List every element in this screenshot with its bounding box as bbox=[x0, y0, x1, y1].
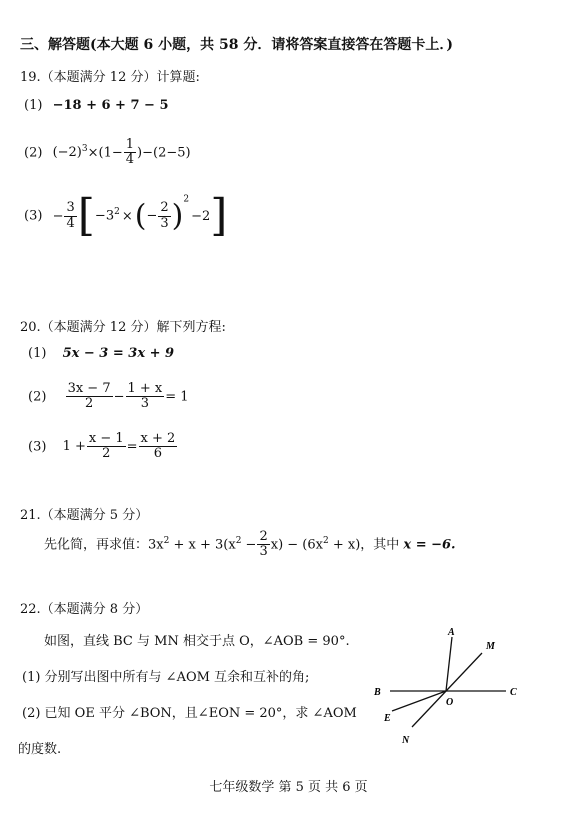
q19-p3-inner-a: −3 bbox=[94, 208, 115, 224]
q20-part3 bbox=[28, 432, 178, 462]
q20-p3-numerator2: x + 2 bbox=[140, 431, 176, 446]
q21-numerator: 2 bbox=[259, 529, 268, 544]
q19-p3-numerator: 3 bbox=[66, 200, 75, 216]
q19-p3-tail: −2 bbox=[191, 208, 211, 224]
q19-header: 19.（本题满分 12 分）计算题: bbox=[20, 70, 200, 85]
q19-p3-fraction bbox=[64, 201, 76, 231]
line-mn bbox=[412, 653, 482, 727]
q20-p3-fraction2 bbox=[139, 432, 178, 462]
q20-p2-equals: = 1 bbox=[165, 389, 189, 405]
q19-p3-numerator2: 2 bbox=[160, 200, 169, 216]
page-footer: 七年级数学 第 5 页 共 6 页 bbox=[209, 780, 368, 795]
q20-p2-minus: − bbox=[113, 389, 125, 405]
q19-p2-numerator: 1 bbox=[125, 137, 135, 152]
q20-p3-numerator1: x − 1 bbox=[88, 431, 124, 446]
label-e: E bbox=[384, 713, 391, 724]
q21-exp3: 2 bbox=[322, 535, 329, 546]
q19-p3-fraction2 bbox=[158, 201, 170, 231]
q21-denominator: 3 bbox=[259, 544, 268, 560]
q21-expr-b: + x + 3(x bbox=[169, 537, 236, 553]
q20-p3-equals: = bbox=[126, 439, 138, 455]
q19-p1-expression: −18 + 6 + 7 − 5 bbox=[52, 98, 169, 113]
q19-part1 bbox=[24, 98, 169, 113]
q20-p2-numerator1: 3x − 7 bbox=[67, 381, 111, 396]
q19-p3-neg: − bbox=[52, 208, 64, 224]
angle-diagram bbox=[370, 625, 530, 750]
q22-line3: (2) 已知 OE 平分 ∠BON，且∠EON = 20°，求 ∠AOM bbox=[22, 706, 357, 721]
q19-p2-denominator: 4 bbox=[125, 152, 135, 168]
q19-p2-term-a: (−2) bbox=[52, 145, 82, 161]
q20-p3-denominator1: 2 bbox=[102, 446, 111, 462]
q19-p2-label: (2) bbox=[24, 145, 43, 161]
label-o: O bbox=[446, 697, 454, 708]
q21-expr-d: x) − (6x bbox=[270, 537, 323, 553]
q20-p1-expression: 5x − 3 = 3x + 9 bbox=[62, 346, 175, 361]
q19-p2-term-c: )−(2−5) bbox=[137, 145, 191, 161]
label-b: B bbox=[374, 687, 381, 698]
q22-header: 22.（本题满分 8 分） bbox=[20, 602, 149, 617]
section-title: 三、解答题(本大题 6 小题，共 58 分．请将答案直接答在答题卡上．) bbox=[20, 37, 453, 53]
q21-expr-c: − bbox=[241, 537, 257, 553]
q19-p3-times: × bbox=[121, 208, 133, 224]
q19-p3-exponent1: 2 bbox=[114, 207, 120, 218]
q21-expr-a: 3x bbox=[148, 537, 164, 553]
q19-p3-denominator2: 3 bbox=[160, 215, 169, 231]
q20-p2-denominator2: 3 bbox=[140, 396, 150, 412]
q19-p3-label: (3) bbox=[24, 208, 43, 224]
q19-p1-label: (1) bbox=[24, 98, 43, 113]
right-bracket: ] bbox=[210, 190, 228, 241]
q21-exp1: 2 bbox=[163, 535, 170, 546]
label-c: C bbox=[510, 687, 517, 698]
q21-condition: x = −6. bbox=[403, 537, 456, 553]
label-a: A bbox=[448, 627, 455, 638]
q21-body bbox=[44, 530, 456, 560]
q19-p2-exponent: 3 bbox=[81, 143, 88, 154]
q20-p2-denominator1: 2 bbox=[84, 396, 94, 412]
q21-header: 21.（本题满分 5 分） bbox=[20, 508, 149, 523]
q20-part2 bbox=[28, 382, 189, 412]
q20-p2-fraction2 bbox=[126, 382, 165, 412]
q20-p2-fraction1 bbox=[66, 382, 113, 412]
q22-line2: (1) 分别写出图中所有与 ∠AOM 互余和互补的角; bbox=[22, 670, 310, 685]
q19-p3-neg2: − bbox=[146, 208, 158, 224]
q19-p2-fraction bbox=[124, 138, 136, 168]
q20-p1-label: (1) bbox=[28, 346, 47, 361]
q19-p3-exponent2: 2 bbox=[183, 194, 190, 205]
q21-expr-e: + x)，其中 bbox=[328, 537, 404, 553]
right-paren: ) bbox=[171, 198, 184, 234]
q22-line1: 如图，直线 BC 与 MN 相交于点 O，∠AOB = 90°. bbox=[44, 634, 350, 649]
q19-p2-term-b: ×(1− bbox=[87, 145, 123, 161]
q21-exp2: 2 bbox=[235, 535, 242, 546]
ray-oa bbox=[446, 637, 452, 691]
q19-part3 bbox=[24, 190, 228, 241]
left-bracket: [ bbox=[77, 190, 95, 241]
q20-part1 bbox=[28, 346, 174, 361]
q19-p3-denominator: 4 bbox=[66, 215, 75, 231]
label-n: N bbox=[402, 735, 410, 746]
q20-p3-lead: 1 + bbox=[62, 439, 86, 455]
q20-p3-fraction1 bbox=[87, 432, 126, 462]
q20-header: 20.（本题满分 12 分）解下列方程: bbox=[20, 320, 226, 335]
q21-intro: 先化简，再求值： bbox=[44, 537, 149, 553]
q20-p2-label: (2) bbox=[28, 389, 47, 405]
left-paren: ( bbox=[134, 198, 147, 234]
q19-part2 bbox=[24, 138, 191, 168]
q20-p3-denominator2: 6 bbox=[153, 446, 163, 462]
ray-oe bbox=[392, 691, 446, 711]
q21-fraction bbox=[257, 530, 269, 560]
q22-line4: 的度数. bbox=[18, 742, 62, 757]
q20-p3-label: (3) bbox=[28, 439, 47, 455]
label-m: M bbox=[486, 641, 495, 652]
q20-p2-numerator2: 1 + x bbox=[127, 381, 163, 396]
